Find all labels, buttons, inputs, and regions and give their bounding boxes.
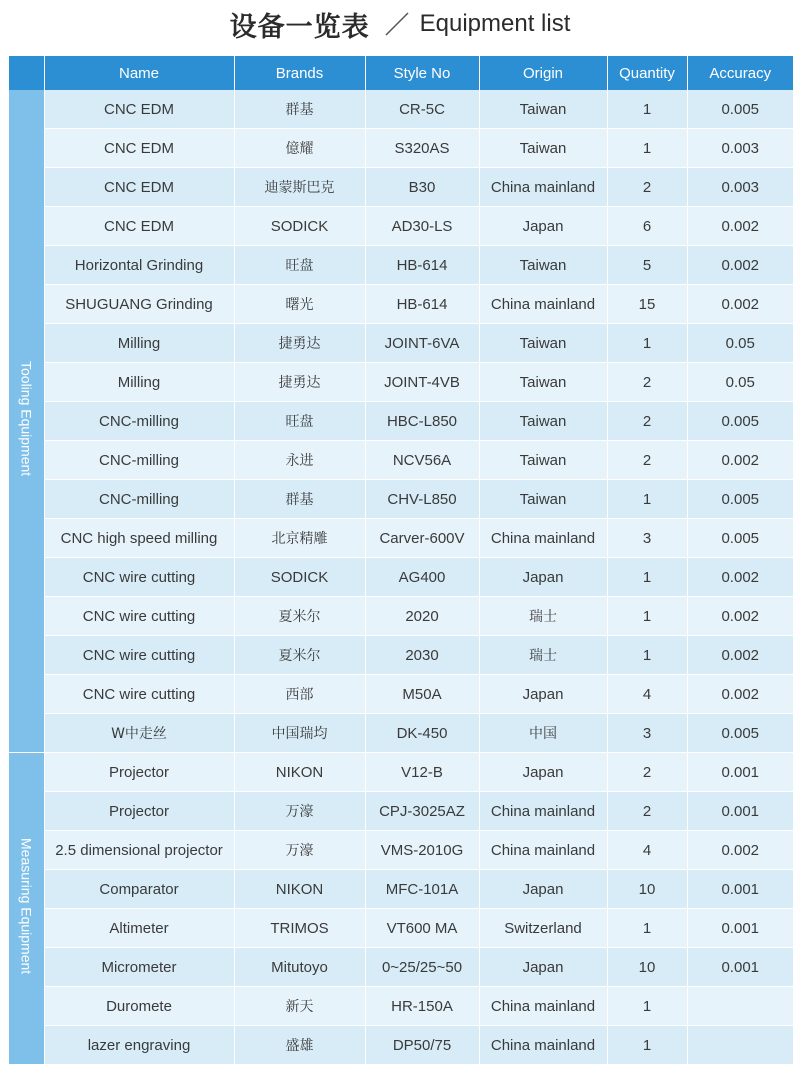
cell-quantity: 1 [607, 480, 687, 519]
cell-quantity: 1 [607, 597, 687, 636]
page-header [0, 0, 800, 48]
cell-brand: 万濠 [234, 792, 365, 831]
cell-name: CNC high speed milling [44, 519, 234, 558]
cell-origin: Taiwan [479, 441, 607, 480]
cell-brand: 迪蒙斯巴克 [234, 168, 365, 207]
cell-origin: Japan [479, 207, 607, 246]
cell-style-no: S320AS [365, 129, 479, 168]
group-label: Measuring Equipment [18, 838, 35, 975]
cell-origin: Japan [479, 675, 607, 714]
cell-quantity: 1 [607, 129, 687, 168]
cell-brand: 夏米尔 [234, 636, 365, 675]
cell-brand: 曙光 [234, 285, 365, 324]
cell-origin: Japan [479, 558, 607, 597]
cell-origin: China mainland [479, 285, 607, 324]
cell-accuracy: 0.002 [687, 675, 793, 714]
cell-accuracy: 0.002 [687, 246, 793, 285]
table-body [9, 90, 793, 1065]
cell-origin: China mainland [479, 519, 607, 558]
cell-accuracy: 0.005 [687, 90, 793, 129]
cell-accuracy: 0.005 [687, 402, 793, 441]
cell-quantity: 1 [607, 636, 687, 675]
cell-style-no: HB-614 [365, 246, 479, 285]
cell-quantity: 3 [607, 714, 687, 753]
cell-brand: SODICK [234, 207, 365, 246]
cell-origin: Taiwan [479, 480, 607, 519]
cell-style-no: MFC-101A [365, 870, 479, 909]
cell-origin: China mainland [479, 168, 607, 207]
group-label-cell [9, 90, 44, 753]
cell-name: Projector [44, 753, 234, 792]
table-row [9, 714, 793, 753]
cell-name: W中走丝 [44, 714, 234, 753]
cell-quantity: 2 [607, 753, 687, 792]
table-row [9, 753, 793, 792]
group-label-cell [9, 753, 44, 1065]
cell-origin: 瑞士 [479, 636, 607, 675]
cell-name: Milling [44, 324, 234, 363]
cell-origin: 中国 [479, 714, 607, 753]
cell-style-no: HR-150A [365, 987, 479, 1026]
equipment-table [9, 56, 793, 1065]
cell-accuracy [687, 987, 793, 1026]
cell-name: Projector [44, 792, 234, 831]
cell-style-no: AG400 [365, 558, 479, 597]
column-header-name: Name [44, 56, 234, 90]
cell-brand: SODICK [234, 558, 365, 597]
cell-quantity: 2 [607, 441, 687, 480]
cell-name: CNC EDM [44, 168, 234, 207]
cell-style-no: CHV-L850 [365, 480, 479, 519]
cell-name: Duromete [44, 987, 234, 1026]
cell-style-no: 2030 [365, 636, 479, 675]
cell-origin: Taiwan [479, 90, 607, 129]
cell-brand: 億耀 [234, 129, 365, 168]
cell-name: CNC-milling [44, 480, 234, 519]
cell-name: CNC-milling [44, 441, 234, 480]
cell-name: CNC wire cutting [44, 597, 234, 636]
cell-quantity: 1 [607, 987, 687, 1026]
cell-origin: Taiwan [479, 324, 607, 363]
cell-origin: Japan [479, 870, 607, 909]
column-header-style-no: Style No [365, 56, 479, 90]
cell-quantity: 4 [607, 831, 687, 870]
cell-quantity: 3 [607, 519, 687, 558]
table-row [9, 441, 793, 480]
cell-style-no: CPJ-3025AZ [365, 792, 479, 831]
column-header-accuracy: Accuracy [687, 56, 793, 90]
cell-brand: 捷勇达 [234, 363, 365, 402]
cell-style-no: M50A [365, 675, 479, 714]
cell-brand: 西部 [234, 675, 365, 714]
table-row [9, 1026, 793, 1065]
cell-quantity: 10 [607, 870, 687, 909]
table-row [9, 792, 793, 831]
table-row [9, 558, 793, 597]
table-row [9, 870, 793, 909]
cell-name: Horizontal Grinding [44, 246, 234, 285]
cell-name: CNC EDM [44, 90, 234, 129]
column-header-origin: Origin [479, 56, 607, 90]
cell-style-no: VT600 MA [365, 909, 479, 948]
cell-accuracy: 0.002 [687, 597, 793, 636]
cell-style-no: HBC-L850 [365, 402, 479, 441]
cell-quantity: 10 [607, 948, 687, 987]
header-spacer [9, 56, 44, 90]
cell-accuracy: 0.005 [687, 480, 793, 519]
cell-name: Micrometer [44, 948, 234, 987]
cell-origin: Taiwan [479, 363, 607, 402]
cell-brand: 旺盘 [234, 402, 365, 441]
equipment-table-container [9, 56, 793, 1065]
cell-quantity: 1 [607, 1026, 687, 1065]
cell-origin: China mainland [479, 987, 607, 1026]
table-row [9, 519, 793, 558]
group-label: Tooling Equipment [18, 361, 35, 477]
cell-accuracy: 0.002 [687, 441, 793, 480]
cell-origin: Switzerland [479, 909, 607, 948]
column-header-quantity: Quantity [607, 56, 687, 90]
table-row [9, 480, 793, 519]
cell-name: Altimeter [44, 909, 234, 948]
table-header-row [9, 56, 793, 90]
table-row [9, 285, 793, 324]
table-row [9, 90, 793, 129]
cell-quantity: 2 [607, 402, 687, 441]
cell-brand: 新天 [234, 987, 365, 1026]
cell-brand: 万濠 [234, 831, 365, 870]
cell-quantity: 1 [607, 909, 687, 948]
cell-accuracy: 0.005 [687, 714, 793, 753]
cell-accuracy: 0.003 [687, 129, 793, 168]
cell-quantity: 15 [607, 285, 687, 324]
cell-style-no: V12-B [365, 753, 479, 792]
cell-style-no: VMS-2010G [365, 831, 479, 870]
table-row [9, 168, 793, 207]
table-row [9, 597, 793, 636]
cell-style-no: JOINT-6VA [365, 324, 479, 363]
table-row [9, 246, 793, 285]
cell-name: CNC wire cutting [44, 675, 234, 714]
cell-quantity: 2 [607, 363, 687, 402]
table-row [9, 948, 793, 987]
cell-origin: Taiwan [479, 129, 607, 168]
cell-name: CNC EDM [44, 129, 234, 168]
cell-brand: 旺盘 [234, 246, 365, 285]
cell-name: CNC-milling [44, 402, 234, 441]
cell-accuracy: 0.001 [687, 909, 793, 948]
cell-style-no: DP50/75 [365, 1026, 479, 1065]
cell-origin: Taiwan [479, 402, 607, 441]
table-row [9, 675, 793, 714]
cell-brand: NIKON [234, 870, 365, 909]
cell-quantity: 6 [607, 207, 687, 246]
cell-style-no: CR-5C [365, 90, 479, 129]
cell-accuracy [687, 1026, 793, 1065]
cell-origin: Japan [479, 753, 607, 792]
cell-style-no: JOINT-4VB [365, 363, 479, 402]
cell-accuracy: 0.001 [687, 792, 793, 831]
table-row [9, 324, 793, 363]
cell-quantity: 1 [607, 324, 687, 363]
cell-brand: Mitutoyo [234, 948, 365, 987]
cell-brand: 群基 [234, 90, 365, 129]
table-row [9, 831, 793, 870]
cell-accuracy: 0.002 [687, 285, 793, 324]
cell-brand: 群基 [234, 480, 365, 519]
table-row [9, 129, 793, 168]
cell-accuracy: 0.001 [687, 948, 793, 987]
cell-origin: China mainland [479, 792, 607, 831]
cell-accuracy: 0.05 [687, 324, 793, 363]
cell-style-no: HB-614 [365, 285, 479, 324]
column-header-brands: Brands [234, 56, 365, 90]
cell-origin: China mainland [479, 1026, 607, 1065]
table-row [9, 636, 793, 675]
cell-accuracy: 0.05 [687, 363, 793, 402]
cell-accuracy: 0.002 [687, 207, 793, 246]
cell-accuracy: 0.002 [687, 831, 793, 870]
cell-quantity: 1 [607, 558, 687, 597]
cell-name: CNC wire cutting [44, 558, 234, 597]
cell-quantity: 2 [607, 168, 687, 207]
cell-name: SHUGUANG Grinding [44, 285, 234, 324]
page-title-chinese: 设备一览表 [229, 11, 370, 43]
table-row [9, 909, 793, 948]
table-row [9, 207, 793, 246]
cell-brand: 永进 [234, 441, 365, 480]
cell-name: 2.5 dimensional projector [44, 831, 234, 870]
cell-brand: 捷勇达 [234, 324, 365, 363]
cell-quantity: 2 [607, 792, 687, 831]
cell-origin: China mainland [479, 831, 607, 870]
cell-brand: 夏米尔 [234, 597, 365, 636]
cell-style-no: 0~25/25~50 [365, 948, 479, 987]
cell-quantity: 1 [607, 90, 687, 129]
cell-brand: NIKON [234, 753, 365, 792]
cell-accuracy: 0.001 [687, 753, 793, 792]
cell-brand: TRIMOS [234, 909, 365, 948]
slash-divider-icon [384, 11, 410, 37]
cell-accuracy: 0.002 [687, 636, 793, 675]
table-row [9, 402, 793, 441]
cell-style-no: NCV56A [365, 441, 479, 480]
cell-style-no: B30 [365, 168, 479, 207]
cell-origin: 瑞士 [479, 597, 607, 636]
cell-name: Comparator [44, 870, 234, 909]
cell-style-no: 2020 [365, 597, 479, 636]
cell-origin: Taiwan [479, 246, 607, 285]
cell-name: CNC EDM [44, 207, 234, 246]
cell-accuracy: 0.003 [687, 168, 793, 207]
cell-accuracy: 0.002 [687, 558, 793, 597]
cell-name: lazer engraving [44, 1026, 234, 1065]
cell-style-no: AD30-LS [365, 207, 479, 246]
cell-quantity: 5 [607, 246, 687, 285]
cell-brand: 北京精雕 [234, 519, 365, 558]
cell-name: CNC wire cutting [44, 636, 234, 675]
cell-style-no: Carver-600V [365, 519, 479, 558]
table-row [9, 363, 793, 402]
cell-origin: Japan [479, 948, 607, 987]
cell-brand: 盛雄 [234, 1026, 365, 1065]
cell-quantity: 4 [607, 675, 687, 714]
cell-accuracy: 0.005 [687, 519, 793, 558]
page-title-english: Equipment list [419, 10, 571, 37]
cell-accuracy: 0.001 [687, 870, 793, 909]
table-row [9, 987, 793, 1026]
cell-name: Milling [44, 363, 234, 402]
cell-brand: 中国瑞均 [234, 714, 365, 753]
cell-style-no: DK-450 [365, 714, 479, 753]
